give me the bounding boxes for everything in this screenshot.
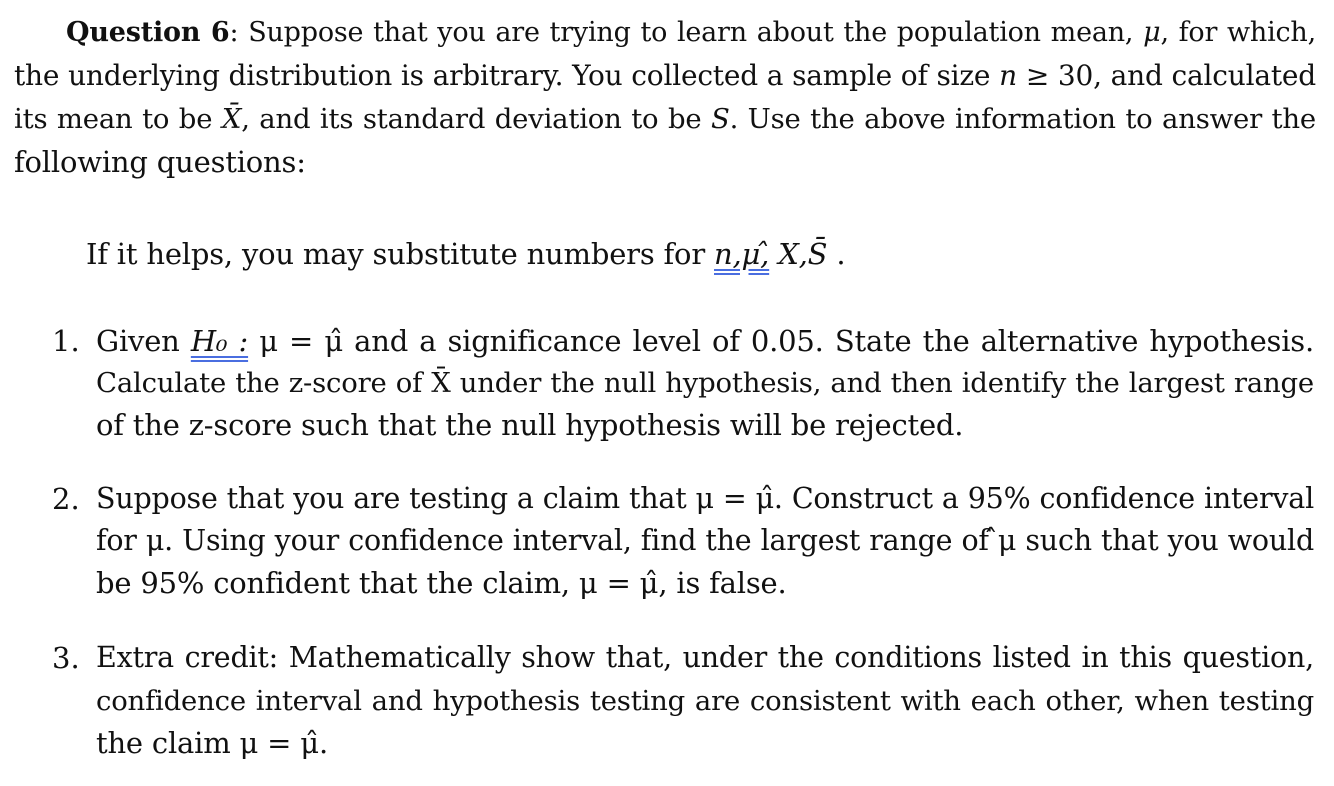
item-line: of the z-score such that the null hypothesis will be rejected. xyxy=(96,408,964,442)
item-line: Extra credit: Mathematically show that, under the conditions listed in this question, xyxy=(96,641,1314,674)
item-line: for μ. Using your confidence interval, find the largest range of ̂μ such that you would xyxy=(96,524,1314,557)
item-number: 1. xyxy=(52,324,80,358)
question-line-4: following questions: xyxy=(14,145,306,179)
symbol-xbar: X̄ xyxy=(221,103,242,135)
item-line: Suppose that you are testing a claim that μ = μ̂. Construct a 95% confidence interval xyxy=(96,482,1314,515)
symbol-s: S xyxy=(710,103,730,135)
question-line-1: Question 6: Suppose that you are trying to learn about the population mean, μ, for which, xyxy=(66,17,1317,48)
question-label: Question 6 xyxy=(66,17,230,48)
symbol-mu: μ xyxy=(1143,17,1161,48)
question-line-3: its mean to be X̄, and its standard deviation to be S. Use the above information to answer the xyxy=(14,103,1316,135)
symbol-n: n xyxy=(999,59,1017,92)
substitute-note: If it helps, you may substitute numbers for n,μ,̂ X,S̄ . xyxy=(86,237,846,271)
item-number: 2. xyxy=(52,482,80,516)
item-line: Calculate the z-score of X̄ under the null hypothesis, and then identify the largest range xyxy=(96,367,1314,399)
item-line: confidence interval and hypothesis testing are consistent with each other, when testing xyxy=(96,685,1314,717)
item-line: the claim μ = μ̂. xyxy=(96,726,328,760)
question-line-2: the underlying distribution is arbitrary. You collected a sample of size n ≥ 30, and calculated xyxy=(14,59,1316,92)
item-number: 3. xyxy=(52,641,80,675)
item-line: Given H₀ : μ = μ̂ and a significance level of 0.05. State the alternative hypothesis. xyxy=(96,324,1314,358)
item-line: be 95% confident that the claim, μ = μ̂, is false. xyxy=(96,566,787,600)
spellcheck-underlined-vars: n,μ, xyxy=(714,237,770,271)
null-hypothesis-symbol: H₀ : xyxy=(190,324,249,358)
